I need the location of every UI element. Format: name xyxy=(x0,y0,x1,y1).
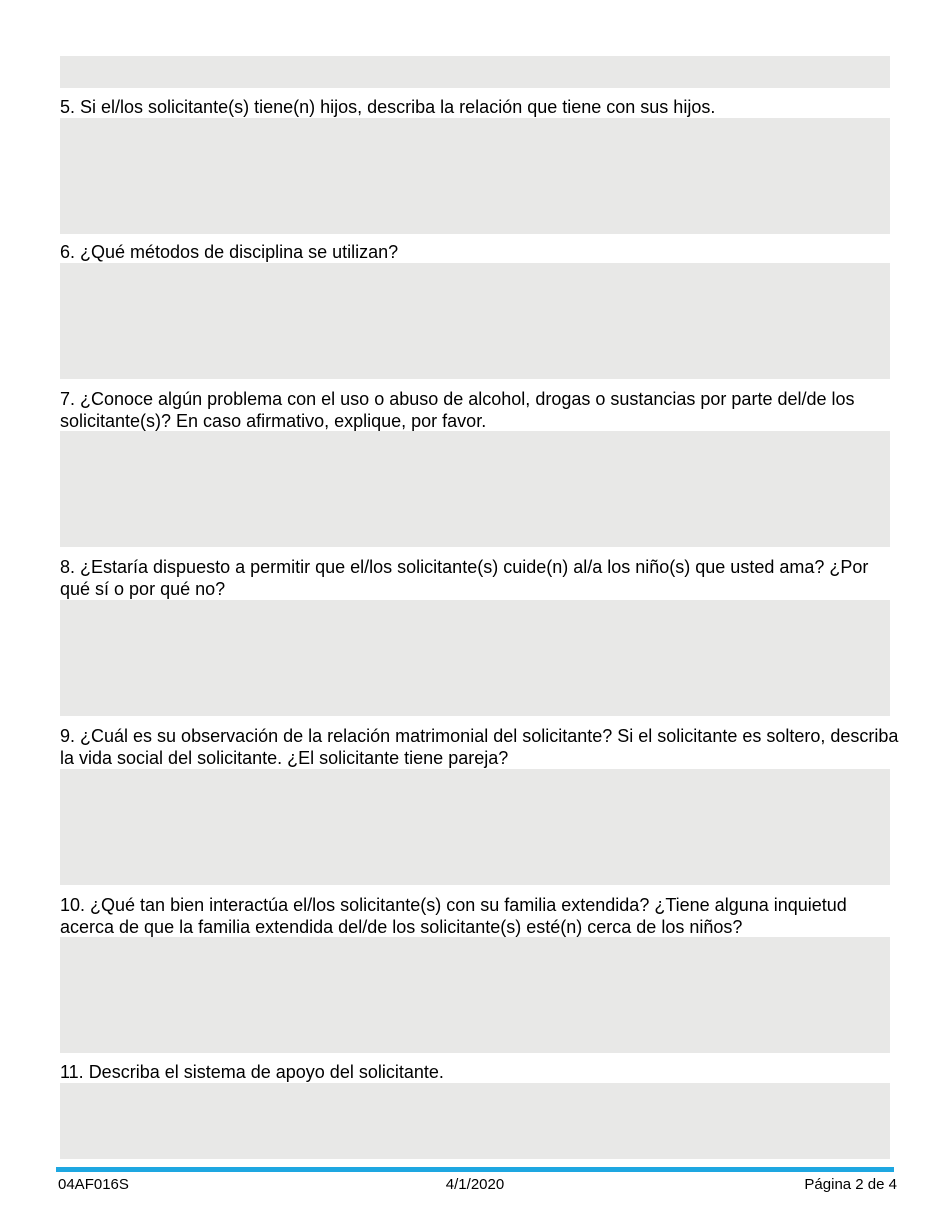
answer-field-8[interactable] xyxy=(60,600,890,716)
footer-divider xyxy=(56,1167,894,1172)
answer-field-7[interactable] xyxy=(60,431,890,547)
page-number: Página 2 de 4 xyxy=(804,1176,897,1193)
form-code: 04AF016S xyxy=(58,1176,129,1193)
answer-field-10[interactable] xyxy=(60,937,890,1053)
question-6-label: 6. ¿Qué métodos de disciplina se utilizan? xyxy=(60,242,399,262)
form-date: 4/1/2020 xyxy=(445,1176,505,1193)
question-10-label: 10. ¿Qué tan bien interactúa el/los solicitante(s) con su familia extendida? ¿Tiene alguna inquietud acerca de que la familia extendida del/de los solicitante(s) esté(n) cerca de los niños? xyxy=(60,895,847,937)
question-5-label: 5. Si el/los solicitante(s) tiene(n) hijos, describa la relación que tiene con sus hijos. xyxy=(60,97,716,117)
answer-field-4[interactable] xyxy=(60,56,890,88)
question-11-label: 11. Describa el sistema de apoyo del solicitante. xyxy=(60,1062,444,1082)
question-9-label: 9. ¿Cuál es su observación de la relación matrimonial del solicitante? Si el solicitante es soltero, describa la vida social del solicitante. ¿El solicitante tiene pareja? xyxy=(60,726,899,768)
answer-field-6[interactable] xyxy=(60,263,890,379)
answer-field-11[interactable] xyxy=(60,1083,890,1159)
answer-field-9[interactable] xyxy=(60,769,890,885)
question-8-label: 8. ¿Estaría dispuesto a permitir que el/los solicitante(s) cuide(n) al/a los niño(s) que usted ama? ¿Por qué sí o por qué no? xyxy=(60,557,869,599)
answer-field-5[interactable] xyxy=(60,118,890,234)
question-7-label: 7. ¿Conoce algún problema con el uso o abuso de alcohol, drogas o sustancias por parte del/de los solicitante(s)? En caso afirmativo, explique, por favor. xyxy=(60,389,855,431)
